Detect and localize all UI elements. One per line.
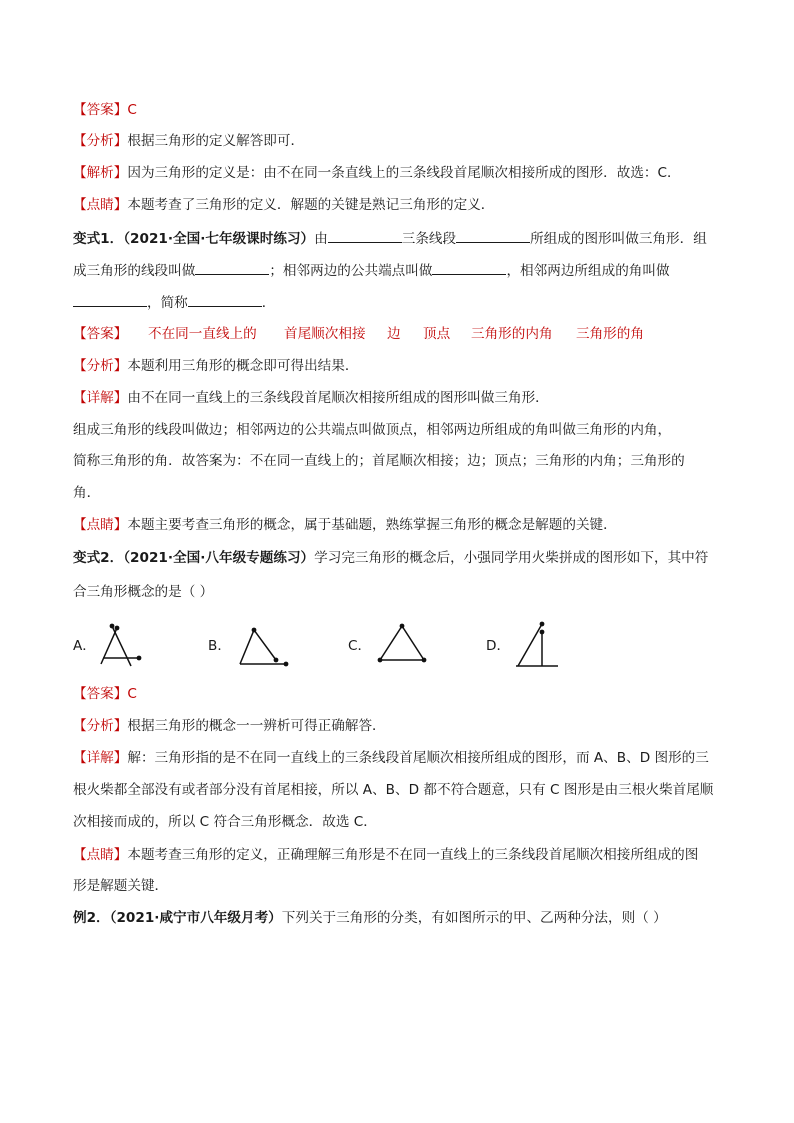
variant1-question-line2	[73, 260, 670, 281]
comment-text: 本题考查三角形的定义，正确理解三角形是不在同一直线上的三条线段首尾顺次相接所组成的图	[127, 847, 699, 863]
variant1-answer-3: 边	[387, 326, 401, 342]
analysis-tag: 【分析】	[73, 133, 128, 149]
analysis-tag: 【分析】	[73, 718, 128, 734]
variant2-detail-line1	[73, 748, 709, 768]
fill-blank[interactable]	[195, 260, 269, 275]
detail-text: 解：三角形指的是不在同一直线上的三条线段首尾顺次相接所组成的图形，而 A、B、D 图形的三	[127, 750, 709, 766]
variant1-text: 由	[314, 231, 328, 247]
variant2-question-line1	[73, 548, 708, 568]
option-d-label: D．	[486, 638, 511, 654]
variant1-text: ．	[261, 295, 276, 311]
answer-tag: 【答案】	[73, 326, 128, 342]
variant1-question-line3	[73, 292, 275, 313]
variant2-question-line2: 合三角形概念的是（ ）	[73, 584, 214, 600]
analysis-text: 根据三角形的概念一一辨析可得正确解答．	[127, 718, 386, 734]
analysis-text: 根据三角形的定义解答即可．	[127, 133, 305, 149]
variant2-detail-line2: 根火柴都全部没有或者部分没有首尾相接，所以 A、B、D 都不符合题意，只有 C 图形是由三根火柴首尾顺	[73, 782, 714, 798]
answer-tag: 【答案】	[73, 686, 128, 702]
answer-line	[73, 100, 137, 120]
comment-tag: 【点睛】	[73, 517, 128, 533]
answer-value: C	[127, 102, 137, 118]
variant1-detail-line4: 角．	[73, 485, 101, 501]
solution-text: 因为三角形的定义是：由不在同一条直线上的三条线段首尾顺次相接所成的图形．故选：C．	[127, 165, 681, 181]
variant1-answer-5: 三角形的内角	[471, 326, 553, 342]
example2-label: 例2．（2021·咸宁市八年级月考）	[73, 910, 282, 926]
variant1-text: 三条线段	[401, 231, 457, 247]
variant1-comment-line	[73, 515, 617, 535]
variant1-text: 成三角形的线段叫做	[73, 263, 196, 279]
variant1-text: ，相邻两边所组成的角叫做	[506, 263, 670, 279]
detail-text: 由不在同一直线上的三条线段首尾顺次相接所组成的图形叫做三角形．	[127, 390, 549, 406]
fill-blank[interactable]	[73, 292, 147, 307]
analysis-line	[73, 131, 304, 151]
variant1-text: 所组成的图形叫做三角形．组	[530, 231, 707, 247]
variant1-answer-4: 顶点	[423, 326, 451, 342]
option-c-figure	[372, 620, 432, 666]
variant1-detail-line3: 简称三角形的角．故答案为：不在同一直线上的；首尾顺次相接；边；顶点；三角形的内角；三角形的	[73, 453, 685, 469]
analysis-tag: 【分析】	[73, 358, 128, 374]
variant1-label: 变式1．（2021·全国·七年级课时练习）	[73, 231, 315, 247]
variant1-text: ；相邻两边的公共端点叫做	[269, 263, 433, 279]
solution-tag: 【解析】	[73, 165, 128, 181]
comment-tag: 【点睛】	[73, 197, 128, 213]
variant1-detail-line1	[73, 388, 549, 408]
detail-tag: 【详解】	[73, 390, 128, 406]
fill-blank[interactable]	[328, 228, 402, 243]
option-b-figure	[232, 624, 292, 669]
example2-question-line	[73, 908, 667, 928]
variant1-question-line1	[73, 228, 707, 249]
variant2-detail-line3: 次相接而成的，所以 C 符合三角形概念．故选 C．	[73, 814, 377, 830]
comment-text: 本题考查了三角形的定义．解题的关键是熟记三角形的定义．	[127, 197, 495, 213]
answer-tag: 【答案】	[73, 102, 128, 118]
option-a-figure	[95, 620, 145, 670]
fill-blank[interactable]	[456, 228, 530, 243]
comment-line	[73, 195, 494, 215]
comment-text: 本题主要考查三角形的概念，属于基础题，熟练掌握三角形的概念是解题的关键．	[127, 517, 617, 533]
variant2-comment-line1	[73, 845, 698, 865]
variant1-answer-2: 首尾顺次相接	[284, 326, 366, 342]
variant1-detail-line2: 组成三角形的线段叫做边；相邻两边的公共端点叫做顶点，相邻两边所组成的角叫做三角形的内角，	[73, 422, 672, 438]
variant1-text: ，简称	[147, 295, 188, 311]
fill-blank[interactable]	[432, 260, 506, 275]
option-c-label: C．	[348, 638, 372, 654]
variant2-label: 变式2．（2021·全国·八年级专题练习）	[73, 550, 315, 566]
variant1-analysis-line	[73, 356, 358, 376]
option-b-label: B．	[208, 638, 231, 654]
variant2-text: 学习完三角形的概念后，小强同学用火柴拼成的图形如下，其中符	[314, 550, 709, 566]
variant2-analysis-line	[73, 716, 386, 736]
variant2-answer-line	[73, 684, 137, 704]
variant2-comment-line2: 形是解题关键．	[73, 878, 169, 894]
analysis-text: 本题利用三角形的概念即可得出结果．	[127, 358, 359, 374]
variant1-answer-1: 不在同一直线上的	[148, 326, 257, 342]
option-d-figure	[512, 618, 562, 670]
detail-tag: 【详解】	[73, 750, 128, 766]
variant1-answer-line	[73, 324, 127, 344]
answer-value: C	[127, 686, 137, 702]
fill-blank[interactable]	[188, 292, 262, 307]
option-a-label: A．	[73, 638, 96, 654]
variant1-answer-6: 三角形的角	[576, 326, 644, 342]
solution-line	[73, 163, 681, 183]
comment-tag: 【点睛】	[73, 847, 128, 863]
example2-text: 下列关于三角形的分类，有如图所示的甲、乙两种分法，则（ ）	[281, 910, 667, 926]
